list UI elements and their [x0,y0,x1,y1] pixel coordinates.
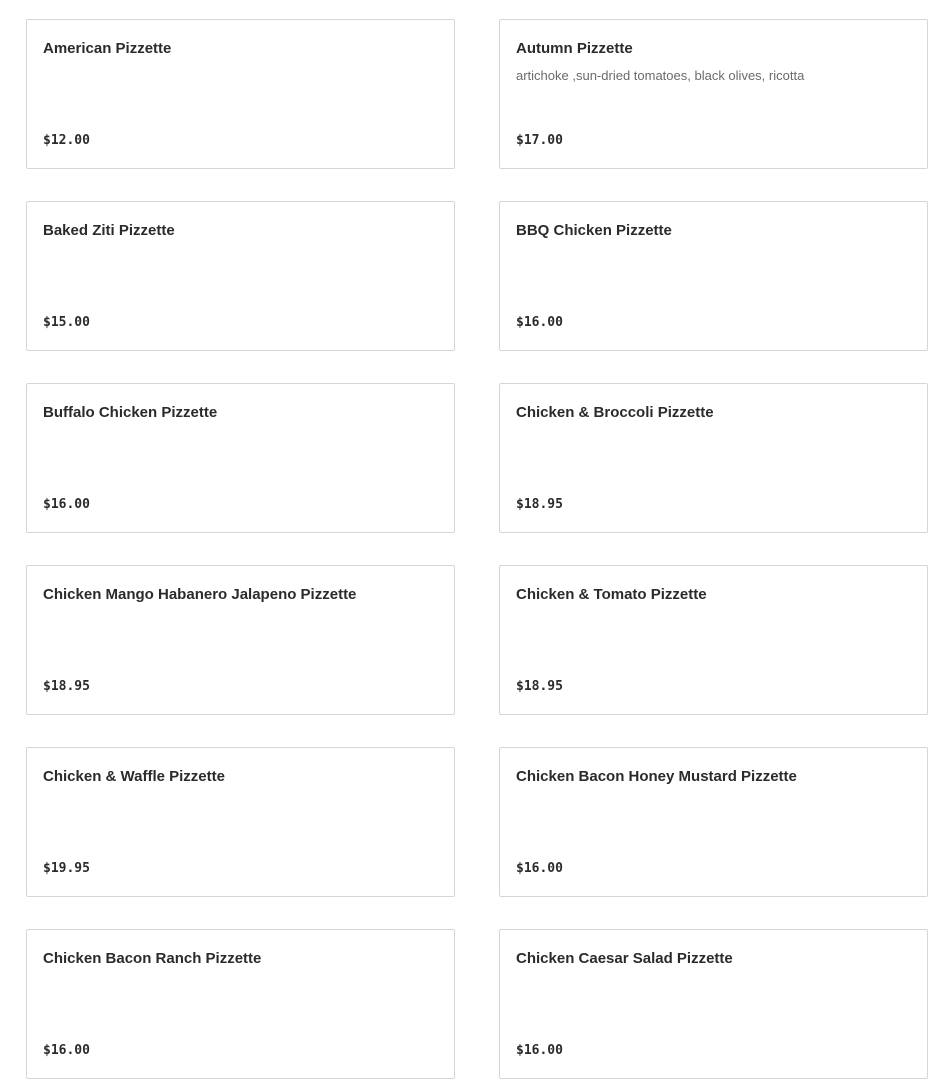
menu-item-card[interactable] [499,383,928,533]
item-name: American Pizzette [43,40,172,57]
item-price: $17.00 [516,133,563,148]
item-name: Baked Ziti Pizzette [43,222,175,239]
item-name: Chicken Mango Habanero Jalapeno Pizzette [43,586,357,603]
item-price: $16.00 [516,861,563,876]
item-name: Chicken Bacon Honey Mustard Pizzette [516,768,797,785]
item-name: Chicken Bacon Ranch Pizzette [43,950,262,967]
item-price: $16.00 [516,315,563,330]
item-name: Autumn Pizzette [516,40,633,57]
item-name: Chicken & Broccoli Pizzette [516,404,714,421]
menu-item-card[interactable] [26,565,455,715]
item-price: $16.00 [43,1043,90,1058]
item-price: $18.95 [43,679,90,694]
menu-item-grid [26,19,928,1079]
menu-item-card[interactable] [499,565,928,715]
item-name: Chicken & Waffle Pizzette [43,768,225,785]
menu-item-card[interactable] [26,201,455,351]
menu-item-card[interactable] [499,201,928,351]
menu-item-card[interactable] [499,929,928,1079]
menu-item-card[interactable] [26,747,455,897]
item-price: $16.00 [516,1043,563,1058]
item-price: $15.00 [43,315,90,330]
item-name: Chicken & Tomato Pizzette [516,586,707,603]
menu-item-card[interactable] [499,747,928,897]
item-name: Chicken Caesar Salad Pizzette [516,950,733,967]
item-price: $12.00 [43,133,90,148]
item-name: BBQ Chicken Pizzette [516,222,672,239]
menu-item-card[interactable] [26,383,455,533]
item-price: $16.00 [43,497,90,512]
item-description: artichoke ,sun-dried tomatoes, black olives, ricotta [516,68,805,83]
item-price: $19.95 [43,861,90,876]
item-price: $18.95 [516,497,563,512]
menu-item-card[interactable] [26,19,455,169]
menu-item-card[interactable] [26,929,455,1079]
item-name: Buffalo Chicken Pizzette [43,404,218,421]
item-price: $18.95 [516,679,563,694]
menu-item-card[interactable] [499,19,928,169]
